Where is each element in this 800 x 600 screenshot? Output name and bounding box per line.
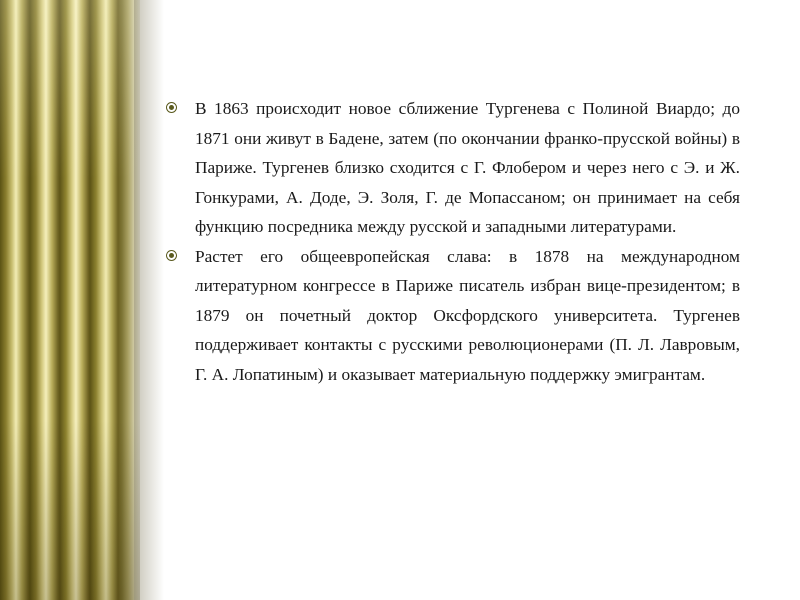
column-edge-fade xyxy=(134,0,164,600)
column-shading xyxy=(0,0,140,600)
circled-dot-bullet-icon xyxy=(166,102,177,113)
slide-body xyxy=(164,94,740,389)
bullet-item-2 xyxy=(164,242,740,390)
bullet-item-1 xyxy=(164,94,740,242)
bullet-text-1: В 1863 происходит новое сближение Тургенева с Полиной Виардо; до 1871 они живут в Бадене, затем (по окончании франко-прусской войны) в Париже. Тургенев близко сходится с Г. Флобером и через него с Э. и Ж. Гонкурами, А. Доде, Э. Золя, Г. де Мопассаном; он принимает на себя функцию посредника между русской и западными литературами. xyxy=(195,99,740,236)
bullet-text-2: Растет его общеевропейская слава: в 1878 на международном литературном конгрессе в Париже писатель избран вице-президентом; в 1879 он почетный доктор Оксфордского университета. Тургенев поддерживает контакты с русскими революционерами (П. Л. Лавровым, Г. А. Лопатиным) и оказывает материальную поддержку эмигрантам. xyxy=(195,246,740,384)
circled-dot-bullet-icon xyxy=(166,250,177,261)
